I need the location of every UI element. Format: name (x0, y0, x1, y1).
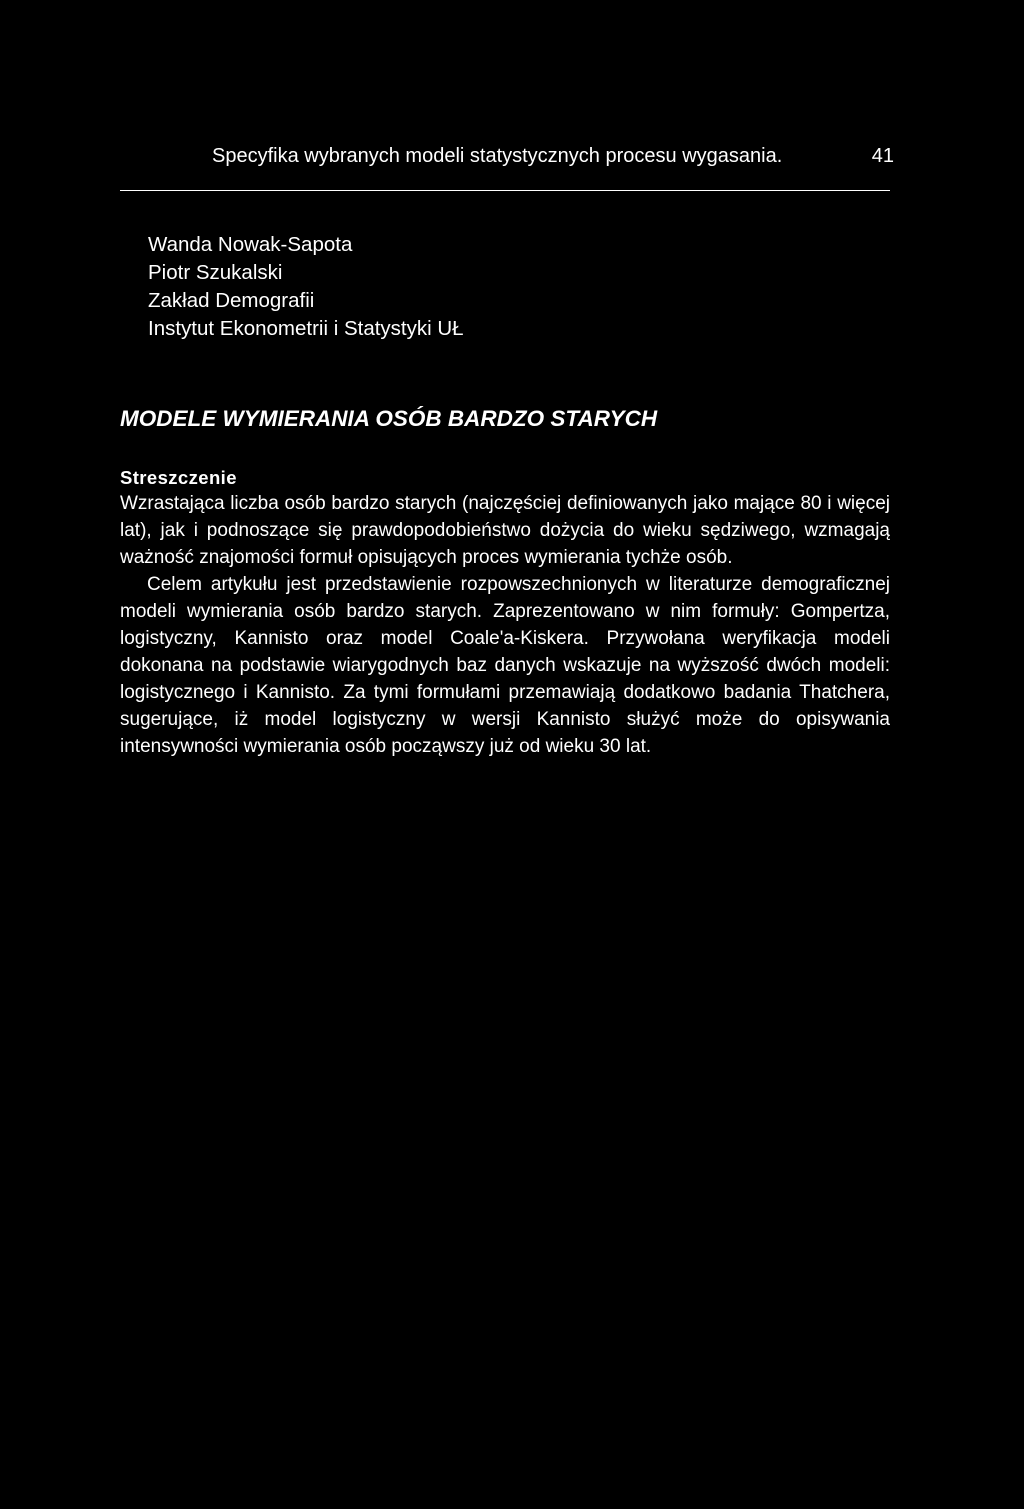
abstract-body (120, 490, 890, 760)
author-affiliation-institute: Instytut Ekonometrii i Statystyki UŁ (148, 317, 464, 340)
abstract-heading: Streszczenie (120, 467, 237, 488)
author-name: Piotr Szukalski (148, 261, 283, 284)
running-head (212, 143, 894, 169)
running-head-title: Specyfika wybranych modeli statystycznych procesu wygasania. (212, 145, 783, 167)
author-affiliation-department: Zakład Demografii (148, 289, 315, 312)
abstract-paragraph: Celem artykułu jest przedstawienie rozpowszechnionych w literaturze demograficznej modeli wymierania osób bardzo starych. Zaprezentowano w nim formuły: Gompertza, logistyczny, Kannisto oraz model Coale'a-Kiskera. Przywołana weryfikacja modeli dokonana na podstawie wiarygodnych baz danych wskazuje na wyższość dwóch modeli: logistycznego i Kannisto. Za tymi formułami przemawiają dodatkowo badania Thatchera, sugerujące, iż model logistyczny w wersji Kannisto służyć może do opisywania intensywności wymierania osób począwszy już od wieku 30 lat. (120, 574, 890, 757)
author-name: Wanda Nowak-Sapota (148, 233, 353, 256)
header-rule (120, 190, 890, 191)
article-title: MODELE WYMIERANIA OSÓB BARDZO STARYCH (120, 406, 658, 431)
author-block (148, 231, 464, 343)
page-number: 41 (871, 145, 894, 167)
abstract-paragraph: Wzrastająca liczba osób bardzo starych (najczęściej definiowanych jako mające 80 i więcej lat), jak i podnoszące się prawdopodobieństwo dożycia do wieku sędziwego, wzmagają ważność znajomości formuł opisujących proces wymierania tychże osób. (120, 493, 890, 568)
